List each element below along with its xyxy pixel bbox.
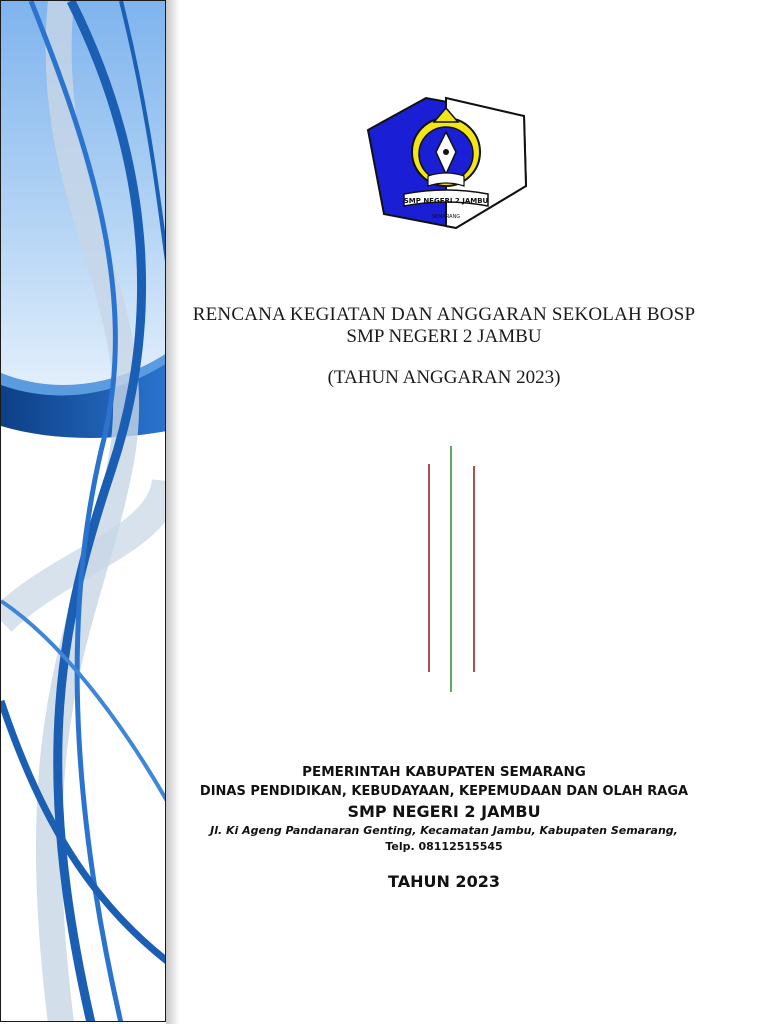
school-name: SMP NEGERI 2 JAMBU <box>347 802 541 821</box>
school-logo <box>364 90 528 232</box>
side-decorative-panel <box>0 0 166 1022</box>
document-year: TAHUN 2023 <box>388 872 500 891</box>
document-title-line-2: SMP NEGERI 2 JAMBU <box>346 326 542 347</box>
panel-shadow <box>166 0 180 1024</box>
wave-decoration <box>1 1 166 1022</box>
school-emblem-icon <box>364 90 528 232</box>
decorative-lines <box>420 444 484 694</box>
document-budget-year: (TAHUN ANGGARAN 2023) <box>327 367 561 388</box>
school-phone: Telp. 08112515545 <box>385 840 503 853</box>
government-name: PEMERINTAH KABUPATEN SEMARANG <box>302 764 586 780</box>
school-address: Jl. Ki Ageng Pandanaran Genting, Kecamatan Jambu, Kabupaten Semarang, <box>210 824 678 837</box>
logo-ribbon-text: SMP NEGERI 2 JAMBU <box>403 197 489 205</box>
logo-sub-text: SEMARANG <box>431 214 461 220</box>
document-title-line-1: RENCANA KEGIATAN DAN ANGGARAN SEKOLAH BOSP <box>192 304 696 325</box>
department-name: DINAS PENDIDIKAN, KEBUDAYAAN, KEPEMUDAAN DAN OLAH RAGA <box>199 784 689 799</box>
